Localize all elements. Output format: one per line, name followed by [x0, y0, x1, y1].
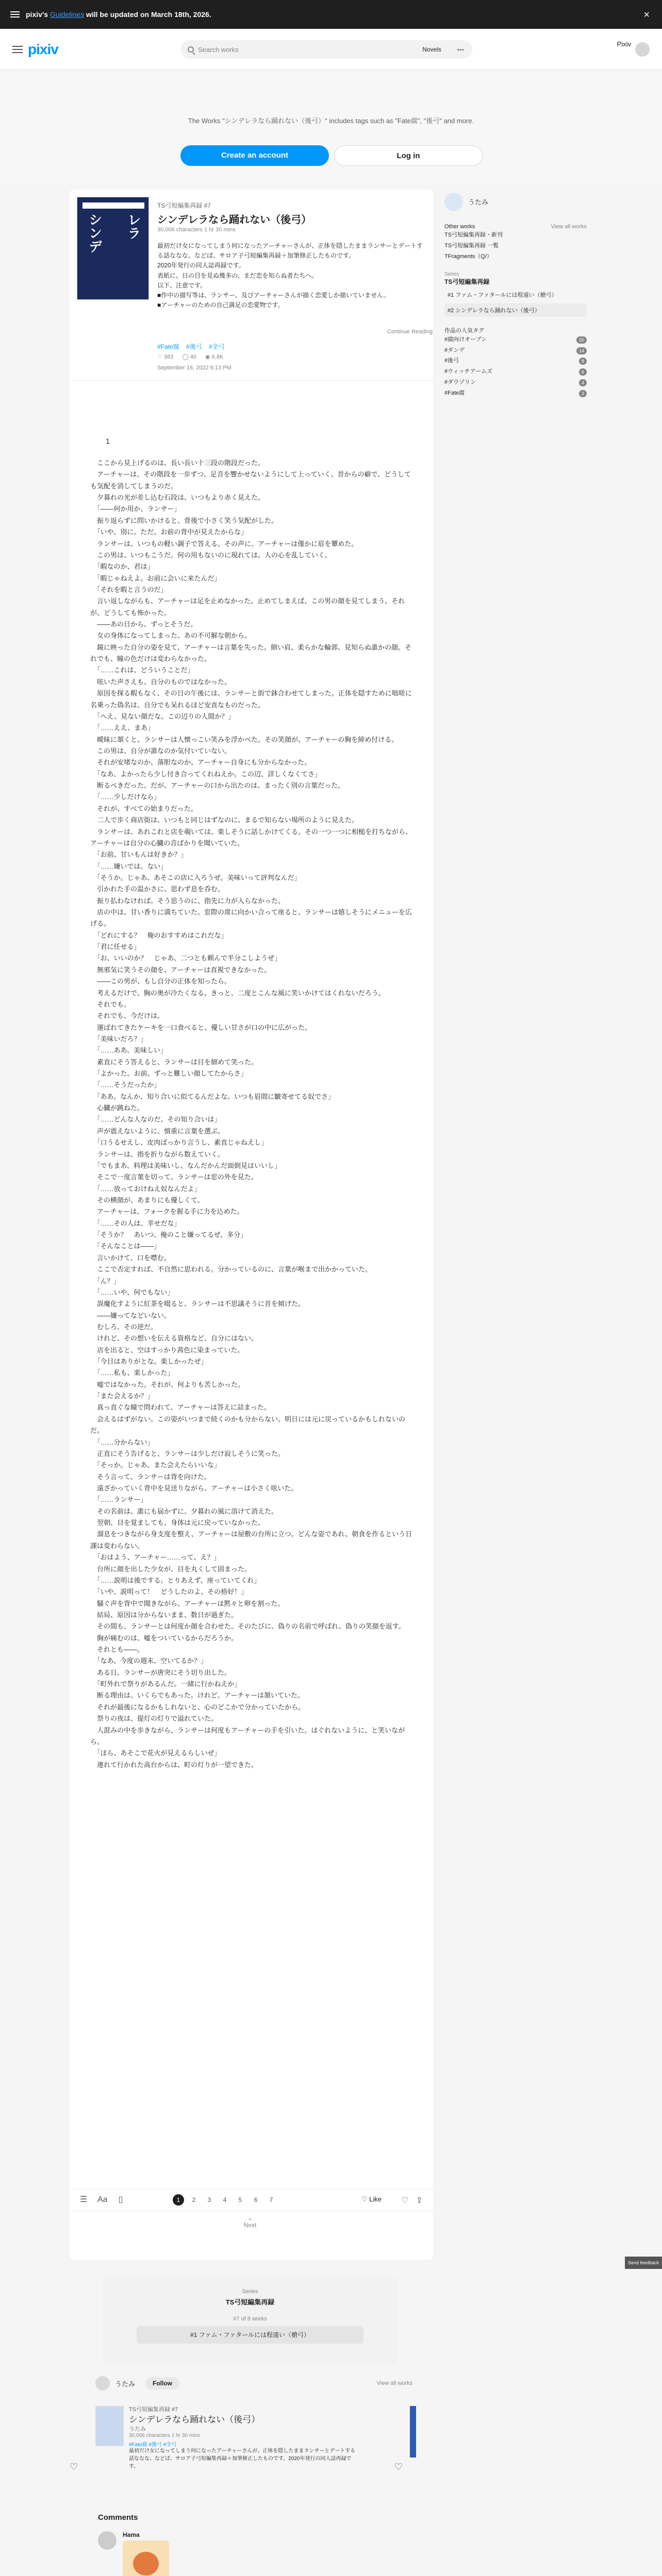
font-size-icon[interactable]: Aa: [97, 2195, 108, 2204]
novel-paragraph: 「ん？」: [90, 1277, 121, 1285]
tag-link[interactable]: #全弓: [209, 343, 225, 350]
popular-tag-row[interactable]: [437, 355, 594, 366]
novel-paragraph: 「そうか。じゃあ、あそこの店に入ろうぜ。美味いって評判なんだ」: [90, 873, 301, 882]
sidebar-series-label: Series: [444, 271, 459, 277]
related-title[interactable]: シンデレラなら踊れない（後弓）: [129, 2415, 260, 2425]
novel-paragraph: 「……その人は、幸せだな」: [90, 1219, 181, 1227]
novel-paragraph: 「君に任せる」: [90, 943, 141, 951]
novel-paragraph: アーチャーは、フォークを握る手に力を込めた。: [90, 1208, 244, 1216]
other-work-item[interactable]: TS弓短編集再録・新刊: [444, 232, 503, 238]
page-number-button[interactable]: 3: [207, 2196, 211, 2204]
post-date: September 16, 2022 6:13 PM: [157, 365, 231, 371]
user-avatar[interactable]: [635, 42, 650, 57]
novel-paragraph: 遠ざかっていく背中を見送りながら、アーチャーは小さく呟いた。: [90, 1484, 298, 1492]
caption-note: ■アーチャーのための自己満足の恋愛物です。: [157, 301, 284, 309]
tag-link[interactable]: #後弓: [186, 343, 202, 350]
popular-tag-row[interactable]: [437, 345, 594, 356]
novel-paragraph: 店の中は、甘い香りに満ちていた。窓際の席に向かい合って座ると、ランサーは嬉しそうにメニューを広げる。: [90, 908, 412, 928]
novel-paragraph: 「そんなことは——」: [90, 1242, 161, 1250]
novel-paragraph: 「そうか？ あいつ、俺のこと嫌ってるぜ、多分」: [90, 1231, 247, 1239]
novel-paragraph: 「へえ、見ない顔だな。この辺りの人間か？」: [90, 712, 235, 720]
like-button[interactable]: ♡ Like: [361, 2195, 382, 2203]
novel-paragraph: 「……ええ、まあ」: [90, 724, 155, 732]
novel-paragraph: ランサーは、いつもの軽い調子で答える。その声に、アーチャーは僅かに眉を顰めた。: [90, 539, 358, 548]
close-icon[interactable]: ×: [643, 9, 650, 21]
send-feedback-button[interactable]: Send feedback: [625, 2257, 662, 2269]
popular-tag-count: 3: [579, 390, 587, 397]
signup-banner: [0, 70, 662, 183]
sidebar-view-all-link[interactable]: View all works: [551, 224, 587, 230]
pixiv-logo[interactable]: pixiv: [28, 41, 58, 57]
commenter-name[interactable]: Hama: [123, 2531, 140, 2538]
popular-tag-label: #Fate腐: [444, 390, 465, 397]
novel-paragraph: それが、すべての始まりだった。: [90, 804, 197, 812]
search-placeholder: Search works: [198, 45, 239, 54]
novel-paragraph: それでも、今だけは。: [90, 1012, 164, 1020]
novel-paragraph: ランサーは、指を折りながら数えていく。: [90, 1150, 224, 1158]
popular-tag-row[interactable]: [437, 377, 594, 388]
work-series-link[interactable]: TS弓短編集再録 #7: [157, 202, 211, 209]
novel-paragraph: 原因を探る暇もなく、その日の午後には、ランサーと街で鉢合わせてしまった。正体を隠すために咄嗟に名乗った偽名は、自分でも呆れるほど安直なものだった。: [90, 689, 412, 709]
novel-paragraph: 曖昧に頷くと、ランサーは人懐っこい笑みを浮かべた。その笑顔が、アーチャーの胸を締め付ける。: [90, 735, 399, 743]
novel-paragraph: 胸が痛むのは、嘘をついているからだろうか。: [90, 1634, 238, 1642]
series-episode-link[interactable]: #1 ファム・ファタールには程遠い（槍弓）: [137, 2326, 363, 2344]
novel-paragraph: 夕暮れの光が差し込む石段は、いつもより赤く見えた。: [90, 494, 265, 502]
comment-item: [98, 2531, 387, 2576]
follow-button[interactable]: Follow: [145, 2377, 179, 2389]
novel-paragraph: ランサーは、あれこれと店を覗いては、楽しそうに話しかけてくる。その一つ一つに相槌を打ちながら、アーチャーは自分の心臓の音ばかりを聞いていた。: [90, 827, 412, 847]
popular-tag-row[interactable]: [437, 388, 594, 399]
novel-paragraph: 呟いた声さえも、自分のものではなかった。: [90, 677, 231, 686]
novel-main-panel: [70, 190, 433, 2260]
comments-title: Comments: [98, 2513, 138, 2522]
like-label: Like: [369, 2195, 382, 2203]
other-works-list: [437, 230, 594, 262]
novel-paragraph: 「暇じゃねえよ。お前に会いに来たんだ」: [90, 574, 221, 582]
novel-paragraph: 騒ぐ声を背中で聞きながら、アーチャーは黙々と卵を割った。: [90, 1599, 285, 1607]
novel-paragraph: 断る理由は、いくらでもあった。けれど、アーチャーは頷いていた。: [90, 1691, 304, 1700]
novel-paragraph: 「おはよう、アーチャー……って、え？」: [90, 1553, 221, 1562]
sidebar: [437, 190, 594, 399]
popular-tag-count: 8: [579, 358, 587, 365]
novel-paragraph: 「美味いだろ？」: [90, 1035, 147, 1043]
related-author[interactable]: うたみ: [129, 2426, 146, 2432]
novel-paragraph: この男は、自分が誰なのか気付いていない。: [90, 747, 231, 755]
novel-paragraph: むしろ、その逆だ。: [90, 1323, 158, 1331]
novel-paragraph: 「……分からない」: [90, 1438, 154, 1446]
novel-paragraph: 人混みの中を歩きながら、ランサーは何度もアーチャーの手を引いた。はぐれないように、と笑いながら。: [90, 1726, 405, 1745]
novel-paragraph: ここから見上げるのは、長い長い十三段の階段だった。: [90, 459, 265, 467]
sidebar-author-name[interactable]: うたみ: [468, 198, 489, 206]
work-stats: [157, 353, 230, 360]
novel-paragraph: 「……私も、楽しかった」: [90, 1369, 174, 1377]
novel-paragraph: ——あの日から、ずっとそうだ。: [90, 620, 197, 629]
menu-icon[interactable]: [10, 11, 20, 18]
novel-paragraph: 「いや、説明って！ どうしたのよ、その格好！」: [90, 1588, 248, 1596]
popular-tag-label: #腐向けオーブン: [444, 336, 487, 343]
work-tags: [157, 342, 230, 351]
popular-tags-title: 作品の人気タグ: [444, 327, 484, 334]
novel-paragraph: ——この男が、もし自分の正体を知ったら。: [90, 977, 231, 986]
heart-icon[interactable]: ♡: [394, 2462, 403, 2472]
view-count: ◉ 6.8K: [205, 354, 224, 360]
novel-paragraph: アーチャーは、その階段を一歩ずつ、足音を響かせないようにして上っていく。昔からの癖で、どうしても気配を消してしまうのだ。: [90, 470, 411, 490]
novel-paragraph: それとも——。: [90, 1646, 144, 1654]
popular-tag-row[interactable]: [437, 366, 594, 377]
related-caption: 最初だけ女になってしまう何になったアーチャーさんが、正体を隠したままランサーとデートする話ななな、などば、サロア子弓短編集再録＋加筆修正したものです。2020年発行の同人誌再録です。: [129, 2448, 356, 2469]
novel-paragraph: 嘘ではなかった。それが、何よりも苦しかった。: [90, 1380, 245, 1388]
novel-paragraph: 誤魔化すように紅茶を啜ると、ランサーは不思議そうに首を傾げた。: [90, 1300, 305, 1308]
commenter-avatar[interactable]: [98, 2531, 117, 2550]
search-icon: [188, 46, 194, 53]
sidebar-series-name[interactable]: TS弓短編集再録: [444, 278, 490, 285]
page-number-button[interactable]: 1: [173, 2194, 184, 2206]
novel-paragraph: 「でもまあ、料理は美味いし、なんだかんだ面倒見はいいし」: [90, 1161, 281, 1170]
pixiv-menu-button[interactable]: Pixiv: [617, 40, 631, 48]
novel-paragraph: 「暇なのか、君は」: [90, 563, 154, 571]
popular-tag-label: #後弓: [444, 358, 459, 364]
guidelines-link[interactable]: Guidelines: [49, 10, 85, 19]
novel-paragraph: 無邪気に笑うその顔を、アーチャーは直視できなかった。: [90, 965, 271, 974]
announcement-suffix: will be updated on March 18th, 2026.: [86, 10, 211, 19]
author-avatar[interactable]: [95, 2376, 110, 2391]
caption-line: 表紙に、日の目を見ぬ幾多の、まだ恋を知らぬ者たちへ。: [157, 272, 318, 279]
novel-paragraph: ある日、ランサーが唐突にそう切り出した。: [90, 1668, 231, 1676]
novel-paragraph: そこで一度言葉を切って、ランサーは窓の外を見た。: [90, 1173, 258, 1181]
page-number-button[interactable]: 4: [223, 2196, 227, 2204]
novel-paragraph: 会えるはずがない。この姿がいつまで続くのかも分からない。明日には元に戻っているかもしれないのだ。: [90, 1415, 406, 1435]
caption-note: ■作中の描写等は、ランサー、及びアーチャーさんが描く恋愛しか描いていません。: [157, 291, 390, 299]
more-icon[interactable]: •••: [457, 45, 464, 54]
author-name[interactable]: うたみ: [115, 2380, 136, 2388]
series-box: [103, 2277, 397, 2364]
caption-line: 以下、注意です。: [157, 281, 207, 289]
novel-paragraph: ここで否定すれば、不自然に思われる。分かっているのに、言葉が喉まで出かかっていた。: [90, 1265, 372, 1274]
novel-paragraph: ——嫌ってなどいない。: [90, 1311, 171, 1319]
novel-paragraph: 運ばれてきたケーキを一口食べると、優しい甘さが口の中に広がった。: [90, 1023, 312, 1031]
announcement-bar: [0, 0, 662, 29]
novel-paragraph: 言い返しながらも、アーチャーは足を止めなかった。止めてしまえば、この男の顔を見てしまう。それが、どうしても怖かった。: [90, 597, 405, 617]
share-icon[interactable]: ⇪: [416, 2196, 423, 2205]
popular-tags-list: [437, 334, 594, 399]
novel-paragraph: 引かれた手の温かさに、思わず息を呑む。: [90, 885, 225, 893]
novel-paragraph: そう言って、ランサーは背を向けた。: [90, 1472, 211, 1481]
signup-note: The Works "シンデレラなら踊れない（後弓）" includes tags such as "Fate腐", "後弓" and more.: [188, 117, 474, 125]
create-account-button[interactable]: Create an account: [180, 145, 329, 166]
novel-paragraph: 「……ランサー」: [90, 1496, 147, 1504]
header: [0, 29, 662, 70]
novel-paragraph: 「それを暇と言うのだ」: [90, 585, 168, 594]
related-tags[interactable]: #Fate腐 #後弓 #全弓: [129, 2442, 177, 2448]
novel-paragraph: 「——何か用か、ランサー」: [90, 505, 181, 513]
novel-paragraph: けれど、その想いを伝える資格など、自分にはない。: [90, 1334, 258, 1343]
novel-paragraph: 「……説明は後でする。とりあえず、座っていてくれ」: [90, 1576, 261, 1584]
related-thumbnail[interactable]: [95, 2406, 124, 2446]
reader-actions: [401, 2195, 423, 2206]
novel-paragraph: 「……いや、何でもない」: [90, 1288, 174, 1296]
novel-paragraph: その横顔が、あまりにも優しくて。: [90, 1196, 204, 1204]
novel-paragraph: 「……どんな人なのだ、その知り合いは」: [90, 1115, 221, 1124]
related-work-card: [70, 2396, 606, 2488]
novel-paragraph: 言いかけて、口を噤む。: [90, 1253, 171, 1262]
novel-paragraph: 「なあ、よかったら少し付き合ってくれねえか。この辺、詳しくなくてさ」: [90, 770, 321, 778]
novel-paragraph: その名前は、誰にも届かずに、夕暮れの風に溶けて消えた。: [90, 1507, 278, 1515]
novel-paragraph: それが最後になるかもしれないと、心のどこかで分かっていたから。: [90, 1703, 305, 1711]
page-number-button[interactable]: 2: [192, 2196, 196, 2204]
author-row: [70, 2373, 433, 2394]
novel-paragraph: 祭りの夜は、提灯の灯りで溢れていた。: [90, 1715, 218, 1723]
novel-paragraph: それでも。: [90, 1000, 131, 1008]
novel-paragraph: 二人で歩く商店街は、いつもと同じはずなのに、まるで知らない場所のように見えた。: [90, 816, 358, 824]
popular-tag-label: #ダンデ: [444, 347, 465, 353]
work-caption: [157, 241, 425, 310]
caption-line: 2020年発行の同人誌再録です。: [157, 262, 245, 269]
novel-paragraph: 「よかった。お前、ずっと難しい顔してたからさ」: [90, 1070, 247, 1078]
novel-paragraph: 「……そうだったか」: [90, 1081, 161, 1089]
novel-paragraph: 振り払わなければ。そう思うのに、指先に力が入らなかった。: [90, 896, 285, 905]
like-count: ♡ 383: [157, 354, 174, 360]
search-input[interactable]: [180, 40, 472, 59]
continue-reading-link[interactable]: Continue Reading: [387, 329, 433, 335]
cover-band: [82, 202, 144, 209]
work-title: シンデレラなら踊れない（後弓）: [157, 214, 312, 226]
novel-paragraph: 振り返らずに問いかけると、背後で小さく笑う気配がした。: [90, 516, 278, 524]
novel-paragraph: 翌朝、目を覚ましても、身体は元に戻っていなかった。: [90, 1519, 265, 1527]
novel-paragraph: 声が震えないように、慎重に言葉を選ぶ。: [90, 1127, 225, 1135]
cover-title-left: レラ: [126, 213, 141, 240]
page-number-button[interactable]: 5: [238, 2196, 242, 2204]
novel-paragraph: 「……これは、どういうことだ」: [90, 666, 194, 674]
related-thumbnail-edge[interactable]: [410, 2406, 416, 2458]
novel-paragraph: 「なあ、今度の週末、空いてるか？」: [90, 1657, 207, 1665]
search-filter-dropdown[interactable]: Novels: [422, 46, 441, 53]
novel-paragraph: 「……ああ、美味しい」: [90, 1046, 167, 1055]
novel-paragraph: 素直にそう答えると、ランサーは目を細めて笑った。: [90, 1058, 258, 1066]
cover-title-right: シンデ: [87, 213, 102, 253]
other-works-header: [437, 224, 594, 230]
popular-tag-count: 20: [576, 336, 587, 344]
page-number-button[interactable]: 6: [254, 2196, 258, 2204]
novel-paragraph: 「どれにする？ 俺のおすすめはこれだな」: [90, 931, 228, 939]
announcement-text: [26, 10, 211, 19]
novel-paragraph: 「……放っておけねえ奴なんだよ」: [90, 1184, 201, 1193]
heart-icon[interactable]: ♡: [70, 2462, 78, 2472]
sidebar-profile: [437, 190, 594, 214]
heart-icon[interactable]: ♡: [401, 2196, 409, 2205]
divider: [70, 380, 433, 381]
novel-paragraph: 「いや、別に。ただ、お前の背中が見えたからな」: [90, 528, 248, 536]
novel-paragraph: 台所に顔を出した少女が、目を丸くして固まった。: [90, 1565, 252, 1573]
novel-paragraph: 「また会えるか？」: [90, 1392, 154, 1400]
novel-paragraph: 溜息をつきながら身支度を整え、アーチャーは屋敷の台所に立つ。どんな姿であれ、朝食を作るという日課は変わらない。: [90, 1530, 412, 1550]
popular-tag-count: 4: [579, 379, 587, 386]
novel-paragraph: それが安堵なのか、落胆なのか、アーチャー自身にも分からなかった。: [90, 758, 311, 767]
novel-paragraph: 「今日はありがとな。楽しかったぜ」: [90, 1358, 208, 1366]
page-number-button[interactable]: 7: [269, 2196, 273, 2204]
novel-paragraph: 「お、いいのか？ じゃあ、二つとも頼んで半分こしようぜ」: [90, 954, 281, 962]
sidebar-series-item[interactable]: #1 ファム・ファタールには程遠い（槍弓）: [448, 292, 557, 298]
novel-paragraph: 「ああ。なんか、知り合いに似てるんだよな。いつも眉間に皺寄せてる奴でさ」: [90, 1092, 335, 1100]
novel-paragraph: この男は、いつもこうだ。何の用もないのに現れては、人の心を乱していく。: [90, 551, 332, 559]
comment-stamp: [123, 2540, 169, 2576]
related-meta: 30,006 characters 1 hr 30 mins: [129, 2433, 200, 2438]
view-all-works-link[interactable]: View all works: [376, 2380, 412, 2386]
novel-paragraph: 店を出ると、空はすっかり茜色に染まっていた。: [90, 1346, 244, 1354]
sidebar-series-item-current[interactable]: #2 シンデレラなら踊れない（後弓）: [444, 303, 587, 317]
reader-toolbar: [70, 2189, 433, 2211]
novel-paragraph: 「口うるせえし、皮肉ばっかり言うし、素直じゃねえし」: [90, 1139, 268, 1147]
next-label: Next: [243, 2222, 257, 2229]
novel-paragraph: 断るべきだった。だが、アーチャーの口から出たのは、まったく別の言葉だった。: [90, 782, 345, 790]
tag-link[interactable]: #Fate腐: [157, 343, 179, 350]
series-label: Series: [242, 2289, 258, 2295]
other-work-item[interactable]: TS弓短編集再録 一覧: [444, 242, 499, 249]
page-navigation: [173, 2194, 281, 2206]
novel-paragraph: 女の身体になってしまった、あの不可解な朝から。: [90, 632, 252, 640]
novel-paragraph: 正直にそう告げると、ランサーは少しだけ寂しそうに笑った。: [90, 1449, 285, 1458]
next-page-button[interactable]: ⌄ Next: [243, 2214, 257, 2229]
sidebar-author-avatar[interactable]: [444, 193, 463, 211]
novel-paragraph: 「町外れで祭りがあるんだ。一緒に行かねえか」: [90, 1680, 241, 1688]
hamburger-icon[interactable]: [12, 46, 23, 53]
list-icon[interactable]: ☰: [79, 2195, 88, 2204]
novel-cover[interactable]: [77, 197, 149, 300]
novel-paragraph: 結局、原因は分からないまま、数日が過ぎた。: [90, 1611, 238, 1619]
novel-paragraph: 鏡に映った自分の姿を見て、アーチャーは言葉を失った。細い肩、柔らかな輪郭、見知らぬ誰かの顔。それでも、瞳の色だけは変わらなかった。: [90, 643, 411, 663]
bookmark-count: ◯ 40: [182, 354, 196, 360]
login-button[interactable]: Log in: [334, 145, 483, 166]
other-works-title: Other works: [444, 224, 475, 230]
work-meta: 30,006 characters 1 hr 30 mins: [157, 227, 236, 233]
popular-tag-label: #ダウゾリン: [444, 379, 476, 386]
novel-paragraph: 「ほら、あそこで花火が見えるらしいぜ」: [90, 1749, 221, 1757]
comments-section: [98, 2513, 387, 2576]
series-name[interactable]: TS弓短編集再録: [225, 2298, 275, 2306]
novel-paragraph: 真っ直ぐな瞳で問われて、アーチャーは答えに詰まった。: [90, 1403, 271, 1412]
novel-paragraph: 考えるだけで、胸の奥が冷たくなる。きっと、二度とこんな風に笑いかけてはくれないだろう。: [90, 989, 385, 997]
chapter-number: 1: [106, 437, 110, 445]
novel-paragraph: 「お前、甘いもんは好きか？」: [90, 851, 188, 859]
bookmark-list-icon[interactable]: ▯: [118, 2195, 123, 2204]
announcement-prefix: pixiv's: [26, 10, 48, 19]
novel-paragraph: 「……嫌いでは、ない」: [90, 862, 168, 870]
novel-paragraph: 「そっか。じゃあ、また会えたらいいな」: [90, 1461, 221, 1469]
novel-paragraph: 「……少しだけなら」: [90, 793, 161, 801]
novel-paragraph: 心臓が跳ねた。: [90, 1104, 144, 1112]
novel-paragraph: その間も、ランサーとは何度か顔を合わせた。そのたびに、偽りの名前で呼ばれ、偽りの笑顔を返す。: [90, 1622, 405, 1631]
popular-tag-count: 6: [579, 368, 587, 376]
other-work-item[interactable]: TFragments（Q/）: [444, 253, 492, 260]
popular-tag-label: #ウィッチアームズ: [444, 368, 493, 375]
popular-tag-row[interactable]: [437, 334, 594, 345]
novel-paragraph: 連れて行かれた高台からは、町の灯りが一望できた。: [90, 1760, 258, 1769]
related-series[interactable]: TS弓短編集再録 #7: [129, 2406, 178, 2413]
novel-body: [90, 457, 415, 1771]
popular-tag-count: 14: [576, 347, 587, 354]
series-count: #7 of 8 works: [233, 2316, 267, 2322]
caption-line: 最初だけ女になってしまう何になったアーチャーさんが、正体を隠したままランサーとデートする話ななな、などば、サロア子弓短編集再録＋加筆修正したものです。: [157, 242, 423, 260]
